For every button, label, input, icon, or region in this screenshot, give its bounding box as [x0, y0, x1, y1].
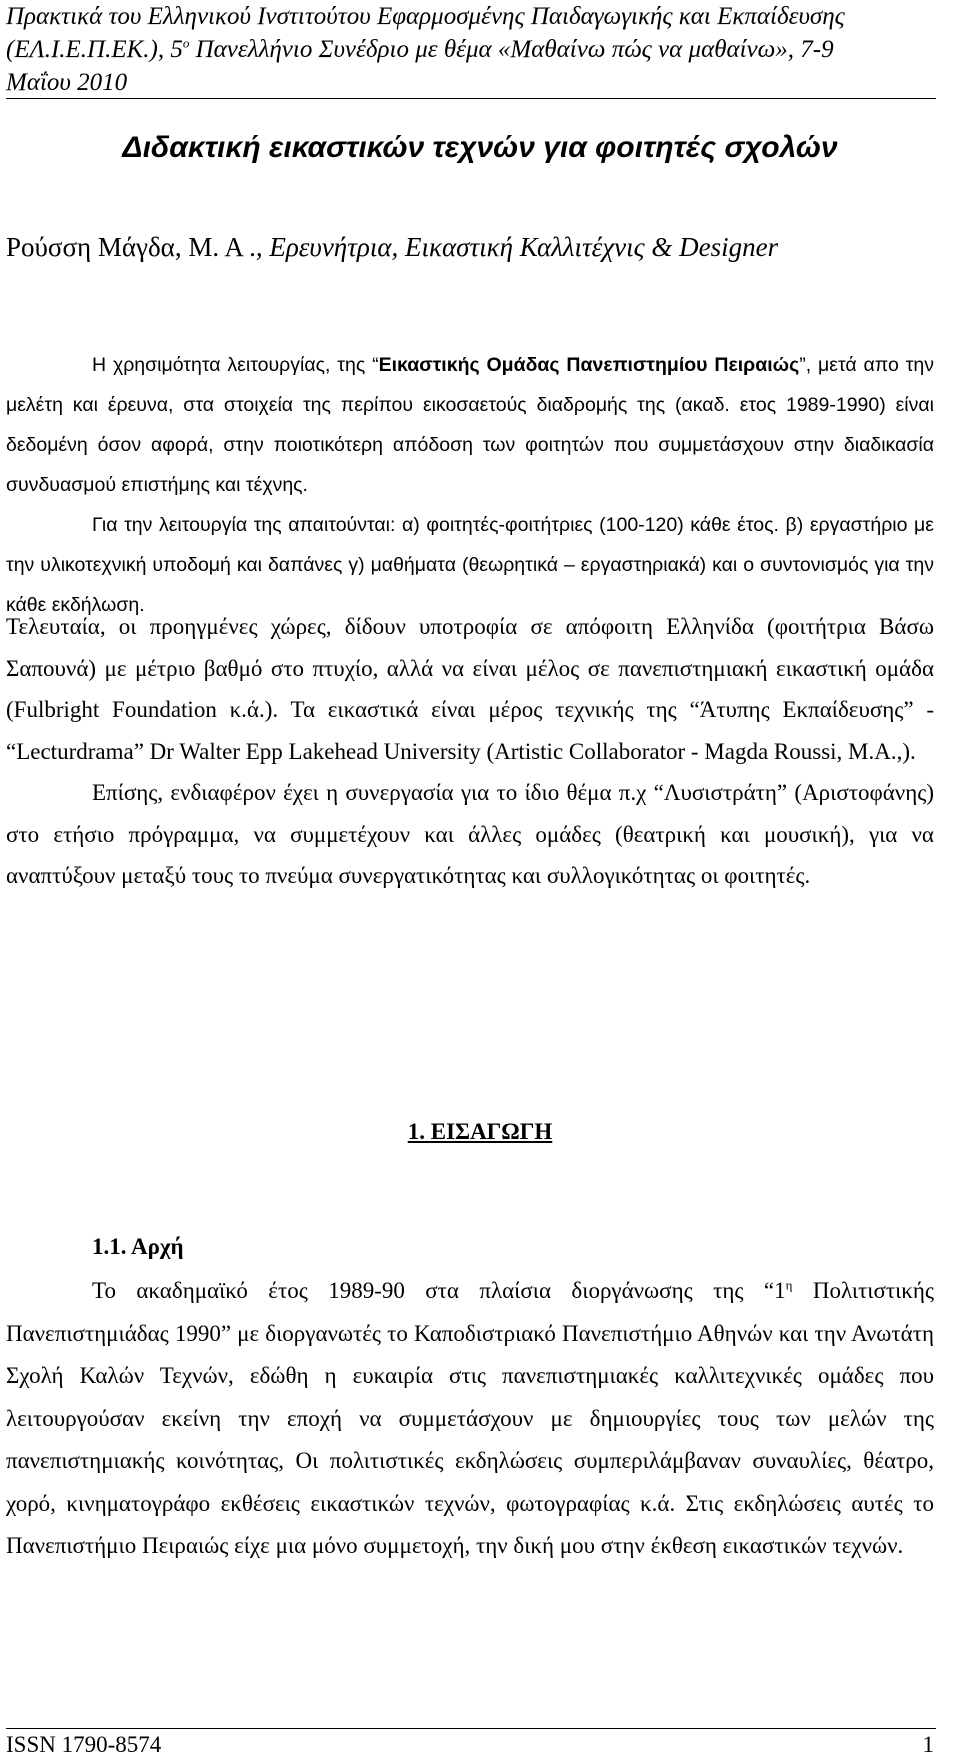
body-paragraph-1: Τελευταία, οι προηγμένες χώρες, δίδουν υποτροφία σε απόφοιτη Ελληνίδα (φοιτήτρια Βάσω Σαπουνά) με μέτριο βαθμό στο πτυχίο, αλλά να είναι μέλος σε πανεπιστημιακή εικαστική ομάδα (Fulbright Foundation κ.ά.). Τα εικαστικά είναι μέρος τεχνικής της “Άτυπης Εκπαίδευσης” - “Lecturdrama” Dr Walter Epp Lakehead University (Artistic Collaborator - Magda Roussi, M.A.,). — [6, 614, 934, 764]
header-line-2-pre: (ΕΛ.Ι.Ε.Π.ΕΚ.), 5 — [6, 36, 183, 63]
author-line — [6, 230, 936, 264]
author-name: Ρούσση Μάγδα, Μ. Α . — [6, 232, 256, 262]
footer-issn: ISSN 1790-8574 — [6, 1732, 162, 1757]
abstract — [6, 345, 934, 625]
body-text — [6, 606, 934, 897]
header-line-2 — [6, 33, 936, 66]
abstract-p1-a: Η χρησιμότητα λειτουργίας, της “ — [92, 354, 379, 376]
section-paragraph-1 — [6, 1270, 934, 1568]
header-line-2-post: Πανελλήνιο Συνέδριο με θέμα «Μαθαίνω πώς να μαθαίνω», 7-9 — [189, 36, 834, 63]
section-ordinal: η — [785, 1277, 793, 1293]
section-heading: 1. ΕΙΣΑΓΩΓΗ — [407, 1119, 553, 1144]
section-p1-b: Πολιτιστικής Πανεπιστημιάδας 1990” με διοργανωτές το Καποδιστριακό Πανεπιστήμιο Αθηνών και την Ανωτάτη Σχολή Καλών Τεχνών, εδώθη η ευκαιρία στις πανεπιστημιακές καλλιτεχνικές ομάδες που λειτουργούσαν εκείνη την εποχή να συμμετάσχουν με δημιουργίες τους των μελών της πανεπιστημιακής κοινότητας, Οι πολιτιστικές εκδηλώσεις συμπεριλάμβαναν συναυλίες, θέατρο, χορό, κινηματογράφο εκθέσεις εικαστικών τεχνών, φωτογραφίας κ.ά. Στις εκδηλώσεις αυτές το Πανεπιστήμιο Πειραιώς είχε μια μόνο συμμετοχή, την δική μου στην έκθεση εικαστικών τεχνών. — [6, 1278, 934, 1558]
footer-rule — [6, 1728, 936, 1729]
header-ordinal: ο — [182, 35, 190, 51]
abstract-paragraph-2: Για την λειτουργία της απαιτούνται: α) φοιτητές-φοιτήτριες (100-120) κάθε έτος. β) εργαστήριο με την υλικοτεχνική υποδομή και δαπάνες γ) μαθήματα (θεωρητικά – εργαστηριακά) και ο συντονισμός για την κάθε εκδήλωση. — [6, 514, 934, 616]
page-number: 1 — [922, 1732, 934, 1757]
author-affiliation: , Ερευνήτρια, Εικαστική Καλλιτέχνις & Designer — [255, 232, 779, 262]
body-paragraph-2: Επίσης, ενδιαφέρον έχει η συνεργασία για το ίδιο θέμα π.χ “Λυσιστράτη” (Αριστοφάνης) στο ετήσιο πρόγραμμα, να συμμετέχουν και άλλες ομάδες (θεατρική και μουσική), για να αναπτύξουν μεταξύ τους το πνεύμα συνεργατικότητας και συλλογικότητας οι φοιτητές. — [6, 780, 934, 888]
paper-title: Διδακτική εικαστικών τεχνών για φοιτητές σχολών — [122, 131, 838, 164]
header-line-1: Πρακτικά του Ελληνικού Ινστιτούτου Εφαρμοσμένης Παιδαγωγικής και Εκπαίδευσης — [6, 3, 845, 30]
abstract-p1-c: ”, μετά απο την μελέτη και έρευνα, στα στοιχεία της περίπου εικοσαετούς διαδρομής της (ακαδ. ετος 1989-1990) είναι δεδομένη όσον αφορά, στην ποιοτικότερη απόδοση των φοιτητών που συμμετάσχουν στην διαδικασία συνδυασμού επιστήμης και τέχνης. — [6, 354, 935, 496]
header-line-3: Μαΐου 2010 — [6, 69, 128, 96]
running-header — [6, 0, 936, 99]
subsection-heading: 1.1. Αρχή — [92, 1234, 184, 1259]
section-body — [6, 1270, 934, 1568]
section-p1-a: Το ακαδημαϊκό έτος 1989-90 στα πλαίσια διοργάνωσης της “1 — [92, 1278, 786, 1303]
header-rule — [6, 98, 936, 99]
abstract-p1-bold: Εικαστικής Ομάδας Πανεπιστημίου Πειραιώς — [378, 354, 800, 376]
abstract-paragraph-1 — [6, 345, 934, 505]
